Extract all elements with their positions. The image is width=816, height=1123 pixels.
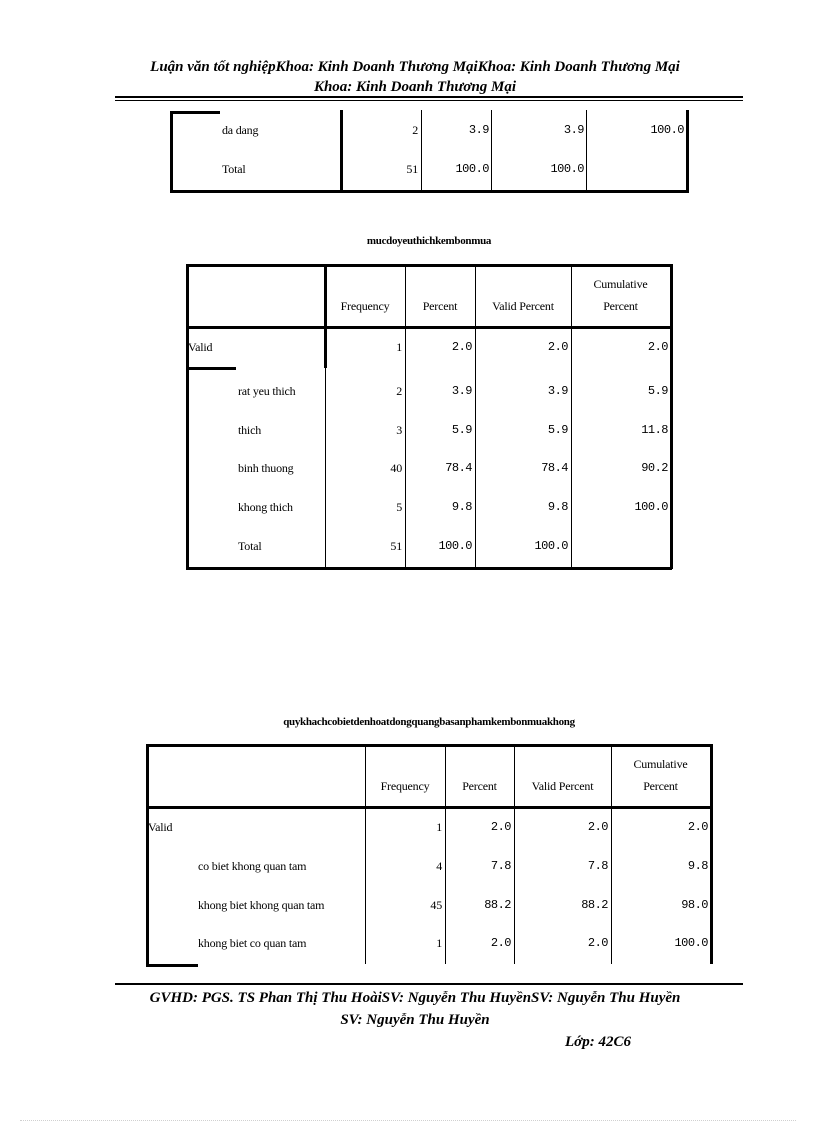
header-percent: Percent: [422, 299, 458, 313]
cell-valid-percent: 2.0: [587, 820, 608, 834]
cell-valid-percent: 2.0: [587, 936, 608, 950]
header-valid-percent: Valid Percent: [531, 779, 594, 793]
table-border: [170, 190, 689, 193]
header-rule: [115, 96, 743, 98]
row-label: rat yeu thich: [238, 384, 296, 398]
header-rule-thin: [115, 100, 743, 101]
cell-cumulative-percent: 5.9: [647, 384, 668, 398]
cell-frequency: 2: [396, 384, 402, 398]
cell-frequency: 45: [430, 898, 442, 912]
cell-percent: 88.2: [484, 898, 511, 912]
header-frequency: Frequency: [380, 779, 430, 793]
table-border: [186, 264, 189, 569]
cell-cumulative-percent: 2.0: [647, 340, 668, 354]
table-border: [186, 264, 672, 267]
cell-percent: 3.9: [451, 384, 472, 398]
footer-line-1: GVHD: PGS. TS Phan Thị Thu HoàiSV: Nguyễn Thu HuyềnSV: Nguyễn Thu Huyền: [149, 990, 681, 1006]
table-border: [146, 744, 149, 966]
cell-percent: 2.0: [490, 936, 511, 950]
header-cumulative: Cumulative: [633, 757, 688, 771]
table-border: [146, 964, 198, 967]
table-border: [146, 806, 712, 809]
header-percent: Percent: [462, 779, 497, 793]
cell-cumulative-percent: 2.0: [687, 820, 708, 834]
page-footer: [110, 987, 720, 1031]
cell-frequency: 5: [396, 500, 402, 514]
table-border: [514, 744, 515, 964]
cell-frequency: 2: [412, 123, 418, 137]
cell-cumulative-percent: 100.0: [634, 500, 668, 514]
class-label: Lớp: 42C6: [565, 1034, 631, 1050]
row-label: Total: [238, 539, 262, 553]
header-line-2: Khoa: Kinh Doanh Thương Mại: [313, 79, 517, 95]
cell-cumulative-percent: 11.8: [641, 423, 668, 437]
table-border: [170, 112, 173, 192]
cell-frequency: 1: [436, 936, 442, 950]
cell-percent: 100.0: [455, 162, 489, 176]
cell-cumulative-percent: 100.0: [650, 123, 684, 137]
cell-percent: 9.8: [451, 500, 472, 514]
page-edge: [20, 1120, 796, 1121]
header-cumulative: Cumulative: [593, 277, 648, 291]
row-label: khong biet khong quan tam: [198, 898, 325, 912]
cell-valid-percent: 88.2: [581, 898, 608, 912]
cell-valid-percent: 3.9: [547, 384, 568, 398]
table-border: [365, 744, 366, 964]
table-border: [670, 264, 673, 569]
valid-label: Valid: [188, 340, 213, 354]
header-cumulative-percent: Percent: [643, 779, 678, 793]
header-frequency: Frequency: [340, 299, 390, 313]
cell-percent: 78.4: [445, 461, 472, 475]
cell-valid-percent: 100.0: [550, 162, 584, 176]
row-label: khong biet co quan tam: [198, 936, 307, 950]
cell-percent: 2.0: [451, 340, 472, 354]
cell-percent: 7.8: [490, 859, 511, 873]
cell-valid-percent: 9.8: [547, 500, 568, 514]
cell-frequency: 51: [406, 162, 418, 176]
table-border: [686, 110, 689, 192]
cell-valid-percent: 78.4: [541, 461, 568, 475]
cell-frequency: 51: [390, 539, 402, 553]
cell-frequency: 3: [396, 423, 402, 437]
row-label: khong thich: [238, 500, 293, 514]
table-title: quykhachcobietdenhoatdongquangbasanphamkembonmuakhong: [283, 716, 575, 728]
header-line-1: Luận văn tốt nghiệpKhoa: Kinh Doanh Thương MạiKhoa: Kinh Doanh Thương Mại: [150, 59, 680, 75]
table-border: [611, 744, 612, 964]
cell-valid-percent: 7.8: [587, 859, 608, 873]
cell-valid-percent: 3.9: [563, 123, 584, 137]
header-cumulative-percent: Percent: [603, 299, 638, 313]
row-label: Total: [222, 162, 246, 176]
row-label: da dang: [222, 123, 259, 137]
table-border: [445, 744, 446, 964]
cell-cumulative-percent: 9.8: [687, 859, 708, 873]
table-border: [186, 367, 236, 370]
row-label: binh thuong: [238, 461, 294, 475]
row-label: co biet khong quan tam: [198, 859, 307, 873]
cell-valid-percent: 5.9: [547, 423, 568, 437]
cell-percent: 100.0: [438, 539, 472, 553]
cell-frequency: 1: [436, 820, 442, 834]
cell-cumulative-percent: 90.2: [641, 461, 668, 475]
header-valid-percent: Valid Percent: [492, 299, 554, 313]
table-border: [186, 567, 672, 570]
cell-valid-percent: 100.0: [534, 539, 568, 553]
cell-percent: 5.9: [451, 423, 472, 437]
cell-valid-percent: 2.0: [547, 340, 568, 354]
table-border: [710, 744, 713, 964]
cell-percent: 3.9: [468, 123, 489, 137]
cell-frequency: 40: [390, 461, 402, 475]
row-label: thich: [238, 423, 261, 437]
table-border: [186, 326, 672, 329]
table-border: [146, 744, 712, 747]
cell-cumulative-percent: 98.0: [681, 898, 708, 912]
page-header: [110, 57, 720, 97]
cell-frequency: 4: [436, 859, 442, 873]
cell-percent: 2.0: [490, 820, 511, 834]
table-title: mucdoyeuthichkembonmua: [366, 235, 492, 247]
footer-rule: [115, 983, 743, 985]
table-border: [170, 111, 220, 114]
valid-label: Valid: [148, 820, 173, 834]
cell-frequency: 1: [396, 340, 402, 354]
footer-line-2: SV: Nguyễn Thu Huyền: [340, 1012, 490, 1028]
cell-cumulative-percent: 100.0: [674, 936, 708, 950]
